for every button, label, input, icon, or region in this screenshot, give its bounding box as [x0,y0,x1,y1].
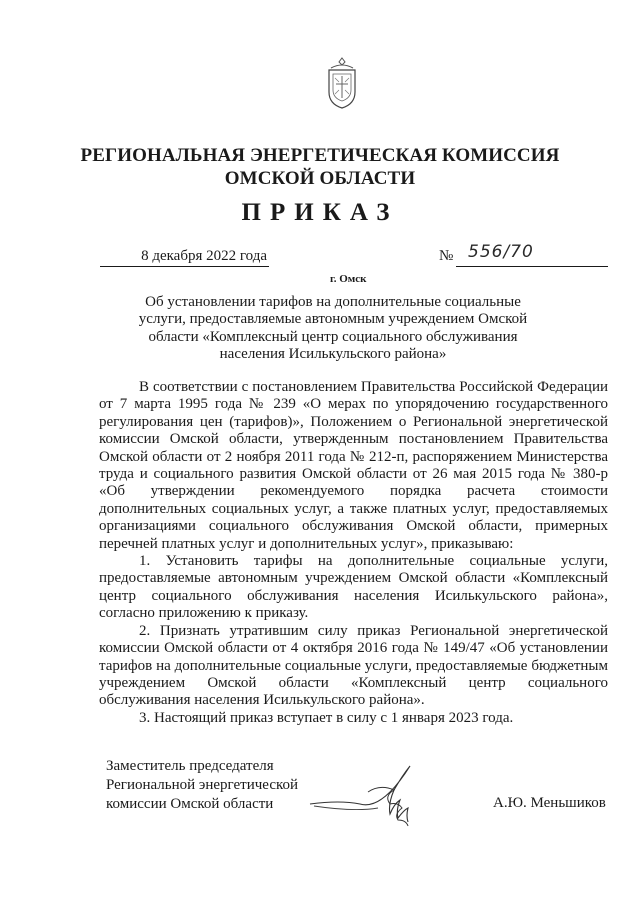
signer-position-line2: Региональной энергетической [106,777,299,793]
organization-title-line1: РЕГИОНАЛЬНАЯ ЭНЕРГЕТИЧЕСКАЯ КОМИССИЯ [80,145,560,166]
signer-position-line1: Заместитель председателя [106,758,274,774]
body-paragraph-item-1: 1. Установить тарифы на дополнительные социальные услуги, предоставляемые автономным учреждением Омской области «Комплексный центр социального обслуживания населения Исилькульского района», согласно приложению к приказу. [99,553,608,622]
document-number: 556/70 [468,242,534,262]
document-subject: Об установлении тарифов на дополнительные социальные услуги, предоставляемые автономным учреждением Омской области «Комплексный центр социального обслуживания населения Исилькульского района» [138,294,528,362]
document-body [99,379,608,727]
signer-name: А.Ю. Меньшиков [493,795,606,811]
document-city: г. Омск [330,273,367,285]
document-date: 8 декабря 2022 года [100,248,269,267]
coat-of-arms-icon [325,56,359,110]
signer-position [106,757,298,814]
handwritten-signature-icon [300,762,440,842]
body-paragraph-preamble: В соответствии с постановлением Правительства Российской Федерации от 7 марта 1995 года № 239 «О мерах по упорядочению государственного регулирования цен (тарифов)», Положением о Региональной энергетической комиссии Омской области, утвержденным постановлением Правительства Омской области от 2 ноября 2011 года № 212-п, распоряжением Министерства труда и социального развития Омской области от 26 мая 2015 года № 380-р «Об утверждении рекомендуемого порядка расчета стоимости дополнительных социальных услуг, а также платных услуг, предоставляемых организациями социального обслуживания Омской области, примерных перечней платных услуг и дополнительных услуг», приказываю: [99,379,608,552]
body-paragraph-item-3: 3. Настоящий приказ вступает в силу с 1 января 2023 года. [139,709,514,726]
organization-title-line2: ОМСКОЙ ОБЛАСТИ [224,168,416,189]
document-type: ПРИКАЗ [241,199,399,226]
body-paragraph-item-2: 2. Признать утратившим силу приказ Региональной энергетической комиссии Омской области от 4 октября 2016 года № 149/47 «Об установлении тарифов на дополнительные социальные услуги, предоставляемые бюджетным учреждением Омской области «Комплексный центр социального обслуживания населения Исилькульского района». [99,622,608,709]
signer-position-line3: комиссии Омской области [106,796,274,812]
document-number-label: № [439,248,454,264]
